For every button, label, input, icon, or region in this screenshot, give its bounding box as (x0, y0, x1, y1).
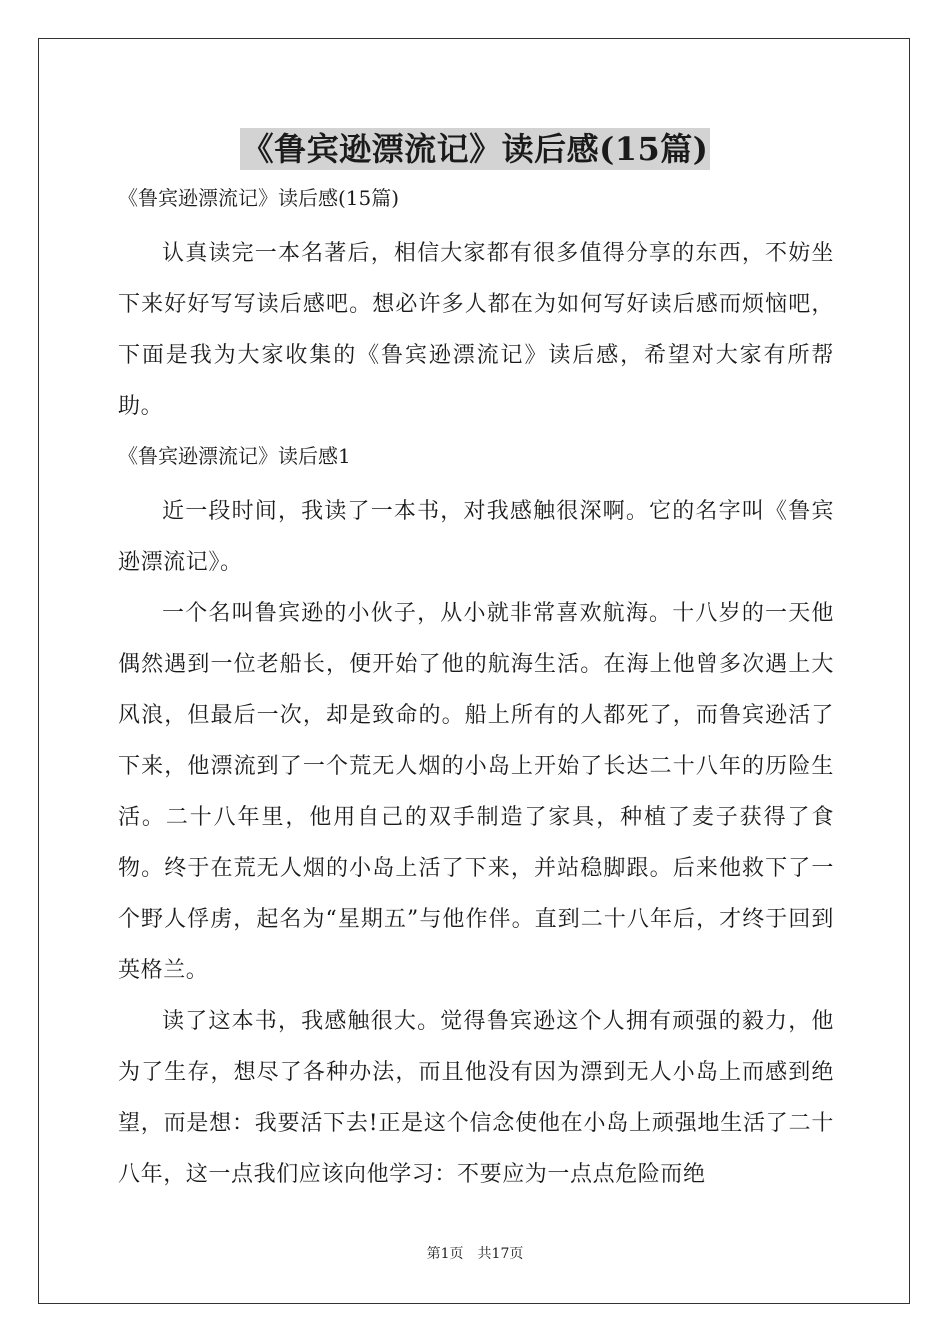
page-total: 共17页 (477, 1246, 524, 1262)
body-paragraph: 一个名叫鲁宾逊的小伙子，从小就非常喜欢航海。十八岁的一天他偶然遇到一位老船长，便开始了他的航海生活。在海上他曾多次遇上大风浪，但最后一次，却是致命的。船上所有的人都死了，而鲁宾逊活了下来，他漂流到了一个荒无人烟的小岛上开始了长达二十八年的历险生活。二十八年里，他用自己的双手制造了家具，种植了麦子获得了食物。终于在荒无人烟的小岛上活了下来，并站稳脚跟。后来他救下了一个野人俘虏，起名为“星期五”与他作伴。直到二十八年后，才终于回到英格兰。 (118, 601, 834, 983)
title-container (0, 128, 950, 170)
page-number: 第1页 (426, 1246, 464, 1262)
document-subtitle: 《鲁宾逊漂流记》读后感(15篇) (118, 186, 400, 210)
body-paragraph: 近一段时间，我读了一本书，对我感触很深啊。它的名字叫《鲁宾逊漂流记》。 (118, 499, 834, 575)
document-title: 《鲁宾逊漂流记》读后感(15篇) (241, 130, 709, 168)
body-paragraph: 读了这本书，我感触很大。觉得鲁宾逊这个人拥有顽强的毅力，他为了生存，想尽了各种办法，而且他没有因为漂到无人小岛上而感到绝望，而是想：我要活下去!正是这个信念使他在小岛上顽强地生活了二十八年，这一点我们应该向他学习：不要应为一点点危险而绝 (118, 1009, 834, 1187)
page-footer (0, 1244, 950, 1264)
document-body (118, 178, 834, 1200)
section-heading: 《鲁宾逊漂流记》读后感1 (118, 444, 351, 468)
intro-paragraph: 认真读完一本名著后，相信大家都有很多值得分享的东西，不妨坐下来好好写写读后感吧。想必许多人都在为如何写好读后感而烦恼吧，下面是我为大家收集的《鲁宾逊漂流记》读后感，希望对大家有所帮助。 (118, 241, 834, 419)
